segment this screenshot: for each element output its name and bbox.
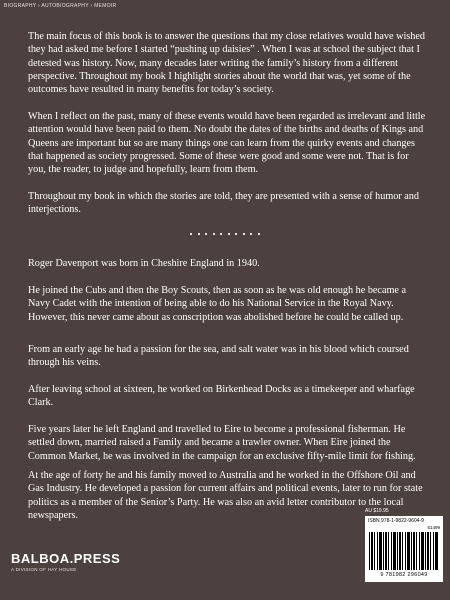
barcode-bars <box>369 532 439 570</box>
bio-paragraph-5 <box>28 423 426 463</box>
publisher-name: BALBOA.PRESS <box>11 551 121 566</box>
isbn-text: ISBN 978-1-9822-9604-9 <box>368 518 424 524</box>
publisher-logo <box>11 551 121 572</box>
paragraph-text: He joined the Cubs and then the Boy Scouts, then as soon as he was old enough he became a Navy Cadet with the intention of being able to do his National Service in the Royal Navy. However, this never came about as conscription was abolished before he could be called up. <box>28 285 406 323</box>
bio-paragraph-3 <box>28 343 426 370</box>
price-label: AU $19.95 <box>365 508 389 514</box>
publisher-subtitle: A DIVISION OF HAY HOUSE <box>11 567 77 572</box>
paragraph-text: At the age of forty he and his family moved to Australia and he worked in the Offshore Oil and Gas Industry. He developed a passion for current affairs and political events, later to run for state politics as a member of the Senior’s Party. He was also an avid letter contributor to the local newspapers. <box>28 470 423 521</box>
intro-paragraph-2 <box>28 110 426 176</box>
category-label: BIOGRAPHY › AUTOBIOGRAPHY › MEMOIR <box>4 3 117 9</box>
price-code: 51499 <box>427 525 440 530</box>
paragraph-text: Throughout my book in which the stories are told, they are presented with a sense of humor and interjections. <box>28 191 419 216</box>
paragraph-text: From an early age he had a passion for the sea, and salt water was in his blood which coursed through his veins. <box>28 344 409 369</box>
section-divider <box>190 231 260 237</box>
paragraph-text: Roger Davenport was born in Cheshire England in 1940. <box>28 258 260 269</box>
paragraph-text: After leaving school at sixteen, he worked on Birkenhead Docks as a timekeeper and wharfage Clark. <box>28 384 415 409</box>
intro-paragraph-1 <box>28 30 426 96</box>
bio-paragraph-4 <box>28 383 426 410</box>
paragraph-text: Five years later he left England and travelled to Eire to become a professional fisherman. He settled down, married raised a Family and became a trawler owner. When Eire joined the Common Market, he was involved in the campaign for an exclusive fifty-mile limit for fishing. <box>28 424 416 462</box>
barcode-digits: 9 781982 296049 <box>380 572 428 578</box>
intro-paragraph-3 <box>28 190 426 217</box>
paragraph-text: The main focus of this book is to answer the questions that my close relatives would have wished they had asked me before I started “pushing up daisies” . When I was at school the subject that I detested was history. Now, many decades later writing the family’s history from a different perspective. Throughout my book I highlight stories about the world that was, yet some of the outcomes have resulted in many benefits for today’s society. <box>28 31 425 96</box>
bio-paragraph-1 <box>28 257 426 270</box>
bio-paragraph-2 <box>28 284 426 324</box>
paragraph-text: When I reflect on the past, many of these events would have been regarded as irrelevant and little attention would have been paid to them. No doubt the dates of the births and deaths of Kings and Queens are important but so are many things one can learn from the quirky events and changes that happened as society progressed. Some of these were good and some were not. That is for you, the reader, to judge and hopefully, learn from them. <box>28 111 426 176</box>
barcode <box>365 516 443 582</box>
bio-paragraph-6 <box>28 469 426 522</box>
